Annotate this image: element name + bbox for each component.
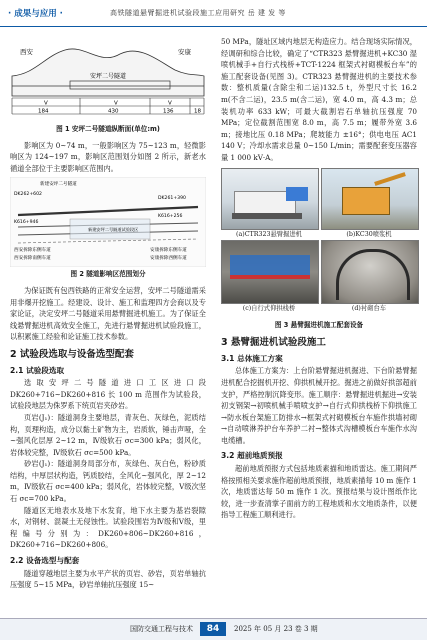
label-east: 安康	[178, 48, 191, 56]
fig2-label-4: 西安拆除东侧车道	[14, 248, 51, 254]
fig2-label-7: K616+256	[158, 214, 183, 220]
paragraph: 超前地质预报方式包括地质素描和地质雷达。施工期间严格按照相关要求施作超前地质预报，地质素描每 10 m 施作 1 次，地质雷达每 50 m 施作 1 次。预报结果与设计图纸作比较，进一步查清掌子面前方的工程地质和水文地质条件，以便指导工程施工顺利进行。	[221, 464, 417, 520]
subsection-heading: 2.1 试验段选取	[10, 365, 65, 375]
fig2-label-8: 安康拆除东侧车道	[150, 248, 187, 254]
fig2-label-10: 新建安坪二号隧道试验段区	[88, 227, 139, 233]
subsection-heading: 2.2 设备选型与配套	[10, 556, 80, 566]
figure-2	[10, 177, 206, 267]
section-heading: 3 悬臂掘进机试验段施工	[221, 337, 326, 349]
fig2-label-6: DK261+390	[158, 196, 186, 202]
length-1: 184	[38, 108, 49, 115]
page-number: 84	[200, 622, 226, 636]
paragraph: 砂岩(J₁)：隧道洞身局部分布，灰绿色、灰白色，粉砂质结构，中厚层状构造，钙质胶结，全风化~强风化，厚 2~12 m，Ⅳ级软石 σc=400 kPa；弱风化，岩体较完整，Ⅴ级次坚石 σc=700 kPa。	[10, 459, 206, 504]
tunnel-profile-diagram	[10, 36, 206, 120]
caption-a: (a)CTR323悬臂掘进机	[236, 230, 302, 238]
fig2-label-9: 安康拆除西侧车道	[150, 256, 187, 262]
fig2-label-3: K616+946	[14, 220, 39, 226]
paragraph: 隧道区无地表水及地下水发育，地下水主要为基岩裂隙水，对钢材、混凝土无侵蚀性。试验段围岩为Ⅳ级和Ⅴ级，里程编号分别为：DK260+806~DK260+816，DK260+716~DK260+806。	[10, 505, 206, 550]
paragraph: 50 MPa，隧址区域内地层无构造应力。结合现场实际情况，经调研和综合比较，确定了“CTR323 悬臂掘进机+KC30 湿喷机械手+自行式栈桥+TCT-1224 框架式衬砌模板台车”的施工配套设备(见图 3)。CTR323 悬臂掘进机的主要技术参数：整机质量(含除尘和二运)132.5 t，外型尺寸长 16.2 m(不含二运)，23.5 m(含二运)，宽 4.0 m，高 4.3 m；总装机功率 633 kW；可最大截割岩石单轴抗压强度 70 MPa；定位截割范围宽 8.0 m，高 7.5 m；履带外宽 3.6 m；接地比压 0.18 MPa；爬坡能力 ±16°；供电电压 AC1 140 V；冷却水需求总量 0~150 L/min；需要配套变压器容量 1 000 kV·A。	[221, 37, 417, 162]
influence-zone-diagram	[10, 177, 206, 267]
issue-info: 2025 年 05 月 23 卷 3 期	[234, 625, 318, 633]
fig2-label-1: 新建安坪二号隧道	[40, 182, 77, 188]
photo-shotcrete-machine	[321, 168, 419, 230]
length-4: 18	[194, 108, 201, 115]
paragraph: 隧道穿越地层主要为水平产状的页岩、砂岩，页岩单轴抗压强度 5~15 MPa，砂岩单轴抗压强度 15~	[10, 568, 206, 590]
photo-excavator	[221, 168, 319, 230]
figure-3	[221, 168, 417, 318]
right-column	[221, 36, 417, 521]
page-footer	[0, 618, 427, 640]
paragraph: 为保证既有包西铁路的正常安全运营，安坪二号隧道需采用非爆开挖施工。经建设、设计、施工和监理四方会商以及专家论证，决定安坪二号隧道采用悬臂掘进机施工。为了保证全线悬臂掘进机高效安全施工，先进行悬臂掘进机试验段施工，以积累施工经验和论证施工技术参数。	[10, 285, 206, 342]
paragraph: 总体施工方案为：上台阶悬臂掘进机掘进、下台阶悬臂掘进机配合挖掘机开挖、仰拱机械开挖。掘进之前做好拱部超前支护，严格控制沉降变形。施工顺序：悬臂掘进机掘进→安装初支钢架→初喷机械手喷喷支护→自行式仰拱栈桥下仰拱施工→防水板台架施工防排水→框架式衬砌模板台车施作拱墙衬砌→自动喷淋养护台车养护二衬→整体式沟槽模板台车施作水沟电缆槽。	[221, 366, 417, 445]
grade-v-3: V	[168, 100, 172, 107]
length-2: 430	[108, 108, 119, 115]
photo-trestle	[221, 240, 319, 304]
paragraph: 影响区为 0~74 m，一般影响区为 75~123 m，轻微影响区为 124~197 m，影响区范围划分如图 2 所示，新老水循道全部位于主要影响区范围内。	[10, 140, 206, 173]
page-header	[0, 0, 427, 27]
figure-2-caption: 图 2 隧道影响区范围划分	[70, 270, 146, 279]
figure-1	[10, 36, 206, 122]
section-heading: 2 试验段选取与设备选型配套	[10, 348, 134, 360]
fig2-label-5: 西安拆除南侧车道	[14, 256, 51, 262]
journal-name: 国防交通工程与技术	[130, 625, 193, 633]
figure-3-caption: 图 3 悬臂掘进机施工配套设备	[274, 320, 364, 329]
figure-1-caption: 图 1 安坪二号隧道纵断面(单位:m)	[56, 125, 160, 133]
left-column	[10, 36, 206, 591]
grade-v-1: V	[44, 100, 48, 107]
photo-lining-trolley	[321, 240, 419, 304]
caption-b: (b)KC30喷浆机	[346, 230, 392, 238]
fig2-label-2: DK262+602	[14, 192, 42, 198]
subsection-heading: 3.1 总体施工方案	[221, 353, 283, 363]
label-west: 西安	[20, 48, 33, 56]
subsection-heading: 3.2 超前地质预报	[221, 451, 283, 461]
length-3: 136	[163, 108, 174, 115]
grade-v-2: V	[114, 100, 118, 107]
section-label: · 成果与应用 ·	[8, 9, 63, 19]
tunnel-label: 安坪二号隧道	[90, 73, 127, 80]
paragraph: 页岩(J₁)：隧道洞身主要地层，青灰色、灰绿色，泥质结构，页理构造，成分以黏土矿物为主，岩质软，锤击声哑，全~强风化层厚 2~12 m，Ⅳ级软石 σc=300 kPa；弱风化，岩体较完整，Ⅳ级软石 σc=500 kPa。	[10, 412, 206, 457]
caption-d: (d)衬砌台车	[351, 304, 387, 312]
paragraph: 选取安坪二号隧道进口工区进口段 DK260+716~DK260+816 长 100 m 范围作为试验段，试验段地层为侏罗系下统页岩夹砂岩。	[10, 378, 206, 411]
caption-c: (c)自行式仰拱栈桥	[242, 304, 296, 312]
running-title: 高铁隧道悬臂掘进机试验段施工应用研究 岳 建 发 等	[110, 9, 286, 17]
